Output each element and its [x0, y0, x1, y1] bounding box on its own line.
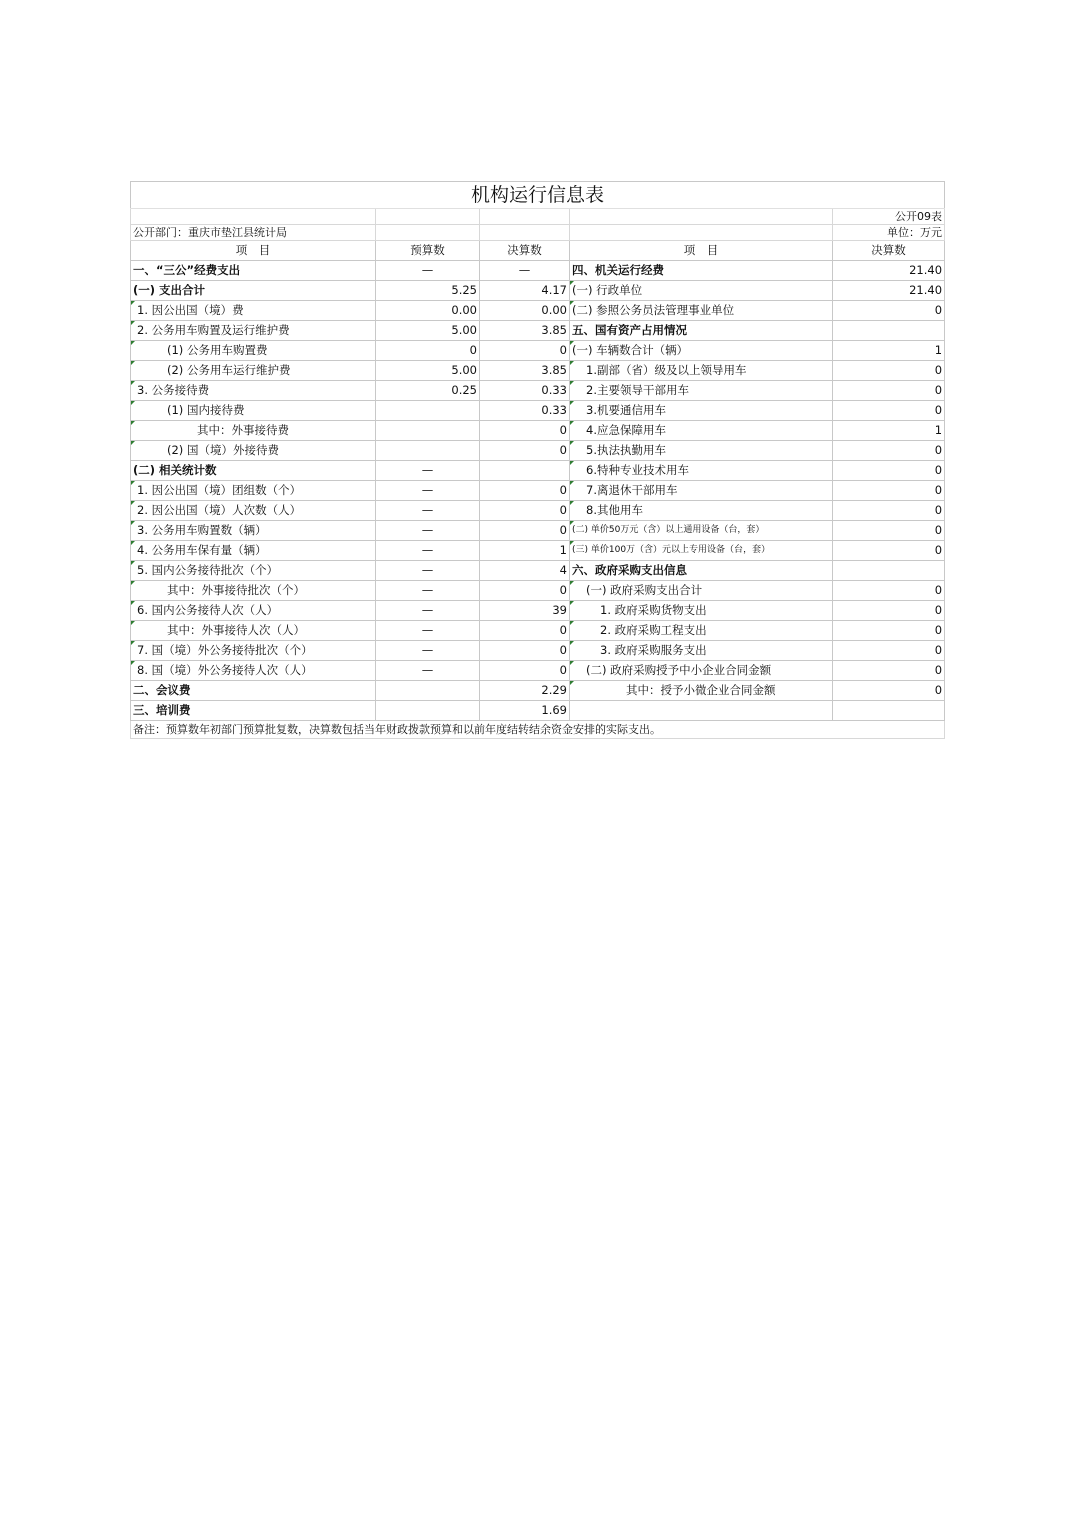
right-value: 0 [833, 581, 945, 601]
left-item: 一、“三公”经费支出 [131, 261, 376, 281]
right-value: 0 [833, 401, 945, 421]
budget-value: — [376, 661, 480, 681]
right-item: 4.应急保障用车 [570, 421, 833, 441]
final-value: 0.00 [480, 301, 570, 321]
budget-value: — [376, 521, 480, 541]
table-row [131, 421, 945, 441]
right-value [833, 321, 945, 341]
right-value: 21.40 [833, 281, 945, 301]
right-value: 0 [833, 441, 945, 461]
left-item: 其中：外事接待费 [131, 421, 376, 441]
right-item: (二) 参照公务员法管理事业单位 [570, 301, 833, 321]
right-value: 0 [833, 661, 945, 681]
table-row [131, 441, 945, 461]
budget-value: 0.25 [376, 381, 480, 401]
table-row [131, 701, 945, 721]
right-item [570, 701, 833, 721]
left-item: (1) 公务用车购置费 [131, 341, 376, 361]
left-item: 二、会议费 [131, 681, 376, 701]
left-item: 5. 国内公务接待批次（个） [131, 561, 376, 581]
table-row [131, 641, 945, 661]
right-value: 0 [833, 301, 945, 321]
table-row [131, 281, 945, 301]
final-value: 1.69 [480, 701, 570, 721]
header-item-right: 项 目 [570, 241, 833, 261]
right-value: 0 [833, 361, 945, 381]
table-row [131, 481, 945, 501]
table-row [131, 341, 945, 361]
final-value: 4.17 [480, 281, 570, 301]
right-item: 四、机关运行经费 [570, 261, 833, 281]
budget-value: — [376, 461, 480, 481]
table-row [131, 601, 945, 621]
budget-value: — [376, 261, 480, 281]
table-row [131, 501, 945, 521]
left-item: 其中：外事接待批次（个） [131, 581, 376, 601]
final-value: 0 [480, 441, 570, 461]
budget-value [376, 681, 480, 701]
right-value: 1 [833, 421, 945, 441]
final-value: 0 [480, 501, 570, 521]
budget-value: — [376, 541, 480, 561]
table-row [131, 381, 945, 401]
right-value: 0 [833, 461, 945, 481]
budget-value: — [376, 581, 480, 601]
right-item: 五、国有资产占用情况 [570, 321, 833, 341]
left-item: (2) 国（境）外接待费 [131, 441, 376, 461]
final-value: 3.85 [480, 361, 570, 381]
budget-value [376, 401, 480, 421]
left-item: 8. 国（境）外公务接待人次（人） [131, 661, 376, 681]
right-value: 0 [833, 621, 945, 641]
left-item: 其中：外事接待人次（人） [131, 621, 376, 641]
right-value: 0 [833, 681, 945, 701]
right-value: 0 [833, 521, 945, 541]
budget-value: — [376, 601, 480, 621]
left-item: 4. 公务用车保有量（辆） [131, 541, 376, 561]
header-final: 决算数 [480, 241, 570, 261]
budget-value: — [376, 641, 480, 661]
table-row [131, 621, 945, 641]
right-item: (一) 车辆数合计（辆） [570, 341, 833, 361]
final-value: 0.33 [480, 381, 570, 401]
right-item: (三) 单价100万（含）元以上专用设备（台，套） [570, 541, 833, 561]
left-item: (二) 相关统计数 [131, 461, 376, 481]
table-row [131, 361, 945, 381]
final-value: 39 [480, 601, 570, 621]
header-budget: 预算数 [376, 241, 480, 261]
budget-value: — [376, 561, 480, 581]
budget-value [376, 421, 480, 441]
budget-value: — [376, 501, 480, 521]
right-item: 3. 政府采购服务支出 [570, 641, 833, 661]
table-row [131, 681, 945, 701]
unit-label: 单位：万元 [833, 225, 945, 241]
final-value: 3.85 [480, 321, 570, 341]
right-value: 0 [833, 641, 945, 661]
right-value [833, 561, 945, 581]
right-item: 2.主要领导干部用车 [570, 381, 833, 401]
right-value: 1 [833, 341, 945, 361]
right-item: 3.机要通信用车 [570, 401, 833, 421]
budget-value: — [376, 481, 480, 501]
table-row [131, 561, 945, 581]
right-item: 其中：授予小微企业合同金额 [570, 681, 833, 701]
budget-value: 5.25 [376, 281, 480, 301]
final-value: — [480, 261, 570, 281]
left-item: 三、培训费 [131, 701, 376, 721]
institution-operation-table [130, 181, 945, 739]
left-item: (一) 支出合计 [131, 281, 376, 301]
right-item: (一) 行政单位 [570, 281, 833, 301]
right-value: 0 [833, 501, 945, 521]
table-row [131, 521, 945, 541]
left-item: (2) 公务用车运行维护费 [131, 361, 376, 381]
right-value: 0 [833, 541, 945, 561]
right-value [833, 701, 945, 721]
right-item: 6.特种专业技术用车 [570, 461, 833, 481]
final-value: 0 [480, 641, 570, 661]
right-value: 0 [833, 381, 945, 401]
left-item: 1. 因公出国（境）费 [131, 301, 376, 321]
right-item: 2. 政府采购工程支出 [570, 621, 833, 641]
budget-value: 5.00 [376, 361, 480, 381]
final-value: 0.33 [480, 401, 570, 421]
final-value: 2.29 [480, 681, 570, 701]
table-row [131, 461, 945, 481]
final-value: 0 [480, 521, 570, 541]
table-row [131, 321, 945, 341]
department-label: 公开部门：重庆市垫江县统计局 [131, 225, 376, 241]
left-item: 7. 国（境）外公务接待批次（个） [131, 641, 376, 661]
table-code: 公开09表 [833, 209, 945, 225]
right-item: 1.副部（省）级及以上领导用车 [570, 361, 833, 381]
info-sheet [130, 181, 944, 739]
final-value [480, 461, 570, 481]
right-item: 8.其他用车 [570, 501, 833, 521]
left-item: 1. 因公出国（境）团组数（个） [131, 481, 376, 501]
right-value: 21.40 [833, 261, 945, 281]
table-row [131, 261, 945, 281]
left-item: 2. 因公出国（境）人次数（人） [131, 501, 376, 521]
table-row [131, 301, 945, 321]
budget-value: 0.00 [376, 301, 480, 321]
final-value: 0 [480, 661, 570, 681]
final-value: 0 [480, 621, 570, 641]
left-item: 2. 公务用车购置及运行维护费 [131, 321, 376, 341]
final-value: 0 [480, 341, 570, 361]
right-item: 7.离退休干部用车 [570, 481, 833, 501]
final-value: 0 [480, 421, 570, 441]
right-value: 0 [833, 481, 945, 501]
left-item: 3. 公务接待费 [131, 381, 376, 401]
final-value: 1 [480, 541, 570, 561]
left-item: 3. 公务用车购置数（辆） [131, 521, 376, 541]
final-value: 0 [480, 481, 570, 501]
right-item: 六、政府采购支出信息 [570, 561, 833, 581]
right-item: (二) 单价50万元（含）以上通用设备（台，套） [570, 521, 833, 541]
header-final-right: 决算数 [833, 241, 945, 261]
budget-value: — [376, 621, 480, 641]
right-item: (一) 政府采购支出合计 [570, 581, 833, 601]
left-item: (1) 国内接待费 [131, 401, 376, 421]
budget-value: 5.00 [376, 321, 480, 341]
page-title: 机构运行信息表 [131, 182, 945, 209]
budget-value [376, 701, 480, 721]
right-item: 1. 政府采购货物支出 [570, 601, 833, 621]
header-item: 项 目 [131, 241, 376, 261]
final-value: 4 [480, 561, 570, 581]
table-row [131, 661, 945, 681]
right-value: 0 [833, 601, 945, 621]
table-row [131, 581, 945, 601]
right-item: (二) 政府采购授予中小企业合同金额 [570, 661, 833, 681]
table-row [131, 541, 945, 561]
right-item: 5.执法执勤用车 [570, 441, 833, 461]
final-value: 0 [480, 581, 570, 601]
budget-value [376, 441, 480, 461]
table-row [131, 401, 945, 421]
footnote: 备注：预算数年初部门预算批复数，决算数包括当年财政拨款预算和以前年度结转结余资金安排的实际支出。 [131, 721, 945, 739]
budget-value: 0 [376, 341, 480, 361]
left-item: 6. 国内公务接待人次（人） [131, 601, 376, 621]
